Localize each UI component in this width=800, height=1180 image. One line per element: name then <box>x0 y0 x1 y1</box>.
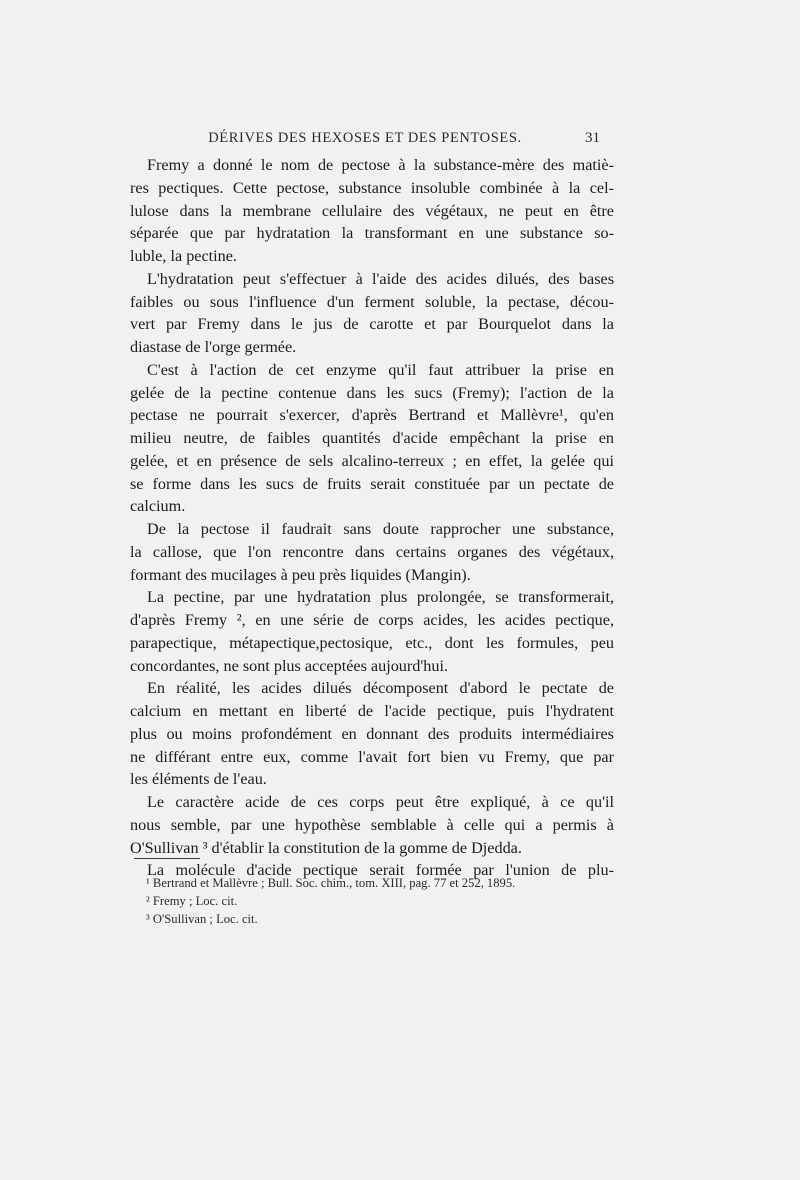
footnote-2: ² Fremy ; Loc. cit. <box>146 894 238 908</box>
text-line: les éléments de l'eau. <box>130 770 267 789</box>
text-line: plus ou moins profondément en donnant des produits intermédiaires <box>130 724 614 743</box>
page-number: 31 <box>585 130 600 146</box>
text-line: ne différant entre eux, comme l'avait fort bien vu Fremy, que par <box>130 747 614 766</box>
text-line: séparée que par hydratation la transformant en une substance so- <box>130 224 614 243</box>
text-line: la callose, que l'on rencontre dans certains organes des végétaux, <box>130 542 614 561</box>
text-line: calcium. <box>130 497 186 516</box>
text-line: C'est à l'action de cet enzyme qu'il faut attribuer la prise en <box>147 360 614 379</box>
text-line: se forme dans les sucs de fruits serait constituée par un pectate de <box>130 474 614 493</box>
text-line: milieu neutre, de faibles quantités d'acide empêchant la prise en <box>130 429 614 447</box>
running-header <box>130 130 600 152</box>
text-line: formant des mucilages à peu près liquides (Mangin). <box>130 565 471 584</box>
text-line: calcium en mettant en liberté de l'acide pectique, puis l'hydratent <box>130 702 614 720</box>
footnote-3: ³ O'Sullivan ; Loc. cit. <box>146 912 258 926</box>
text-line: Fremy a donné le nom de pectose à la substance-mère des matiè- <box>147 156 614 174</box>
footnote-divider <box>134 858 200 859</box>
footnote-1: ¹ Bertrand et Mallèvre ; Bull. Soc. chim., tom. XIII, pag. 77 et 252, 1895. <box>146 876 516 890</box>
text-line: lulose dans la membrane cellulaire des végétaux, ne peut en être <box>130 201 614 220</box>
text-line: nous semble, par une hypothèse semblable à celle qui a permis à <box>130 815 614 834</box>
text-line: d'après Fremy ², en une série de corps acides, les acides pectique, <box>130 611 614 629</box>
text-line: Le caractère acide de ces corps peut être expliqué, à ce qu'il <box>147 793 614 811</box>
text-line: gelée, et en présence de sels alcalino-terreux ; en effet, la gelée qui <box>130 451 614 470</box>
text-line: De la pectose il faudrait sans doute rapprocher une substance, <box>147 520 614 538</box>
text-line: En réalité, les acides dilués décomposent d'abord le pectate de <box>147 679 614 698</box>
body-text <box>130 154 614 882</box>
text-line: vert par Fremy dans le jus de carotte et par Bourquelot dans la <box>130 315 614 334</box>
text-line: res pectiques. Cette pectose, substance insoluble combinée à la cel- <box>130 178 614 197</box>
running-title: DÉRIVES DES HEXOSES ET DES PENTOSES. <box>208 130 522 146</box>
text-line: luble, la pectine. <box>130 247 237 265</box>
text-line: faibles ou sous l'influence d'un ferment soluble, la pectase, décou- <box>130 292 614 311</box>
text-line: gelée de la pectine contenue dans les sucs (Fremy); l'action de la <box>130 383 614 402</box>
text-line: parapectique, métapectique,pectosique, etc., dont les formules, peu <box>130 633 614 652</box>
text-line: O'Sullivan ³ d'établir la constitution de la gomme de Djedda. <box>130 838 522 857</box>
text-line: pectase ne pourrait s'exercer, d'après Bertrand et Mallèvre¹, qu'en <box>130 406 614 425</box>
text-line: diastase de l'orge germée. <box>130 338 297 356</box>
footnotes <box>146 874 606 928</box>
text-line: La pectine, par une hydratation plus prolongée, se transformerait, <box>147 588 614 607</box>
text-line: La molécule d'acide pectique serait formée par l'union de plu- <box>147 861 614 880</box>
text-line: L'hydratation peut s'effectuer à l'aide des acides dilués, des bases <box>147 269 614 288</box>
text-line: concordantes, ne sont plus acceptées aujourd'hui. <box>130 656 449 675</box>
